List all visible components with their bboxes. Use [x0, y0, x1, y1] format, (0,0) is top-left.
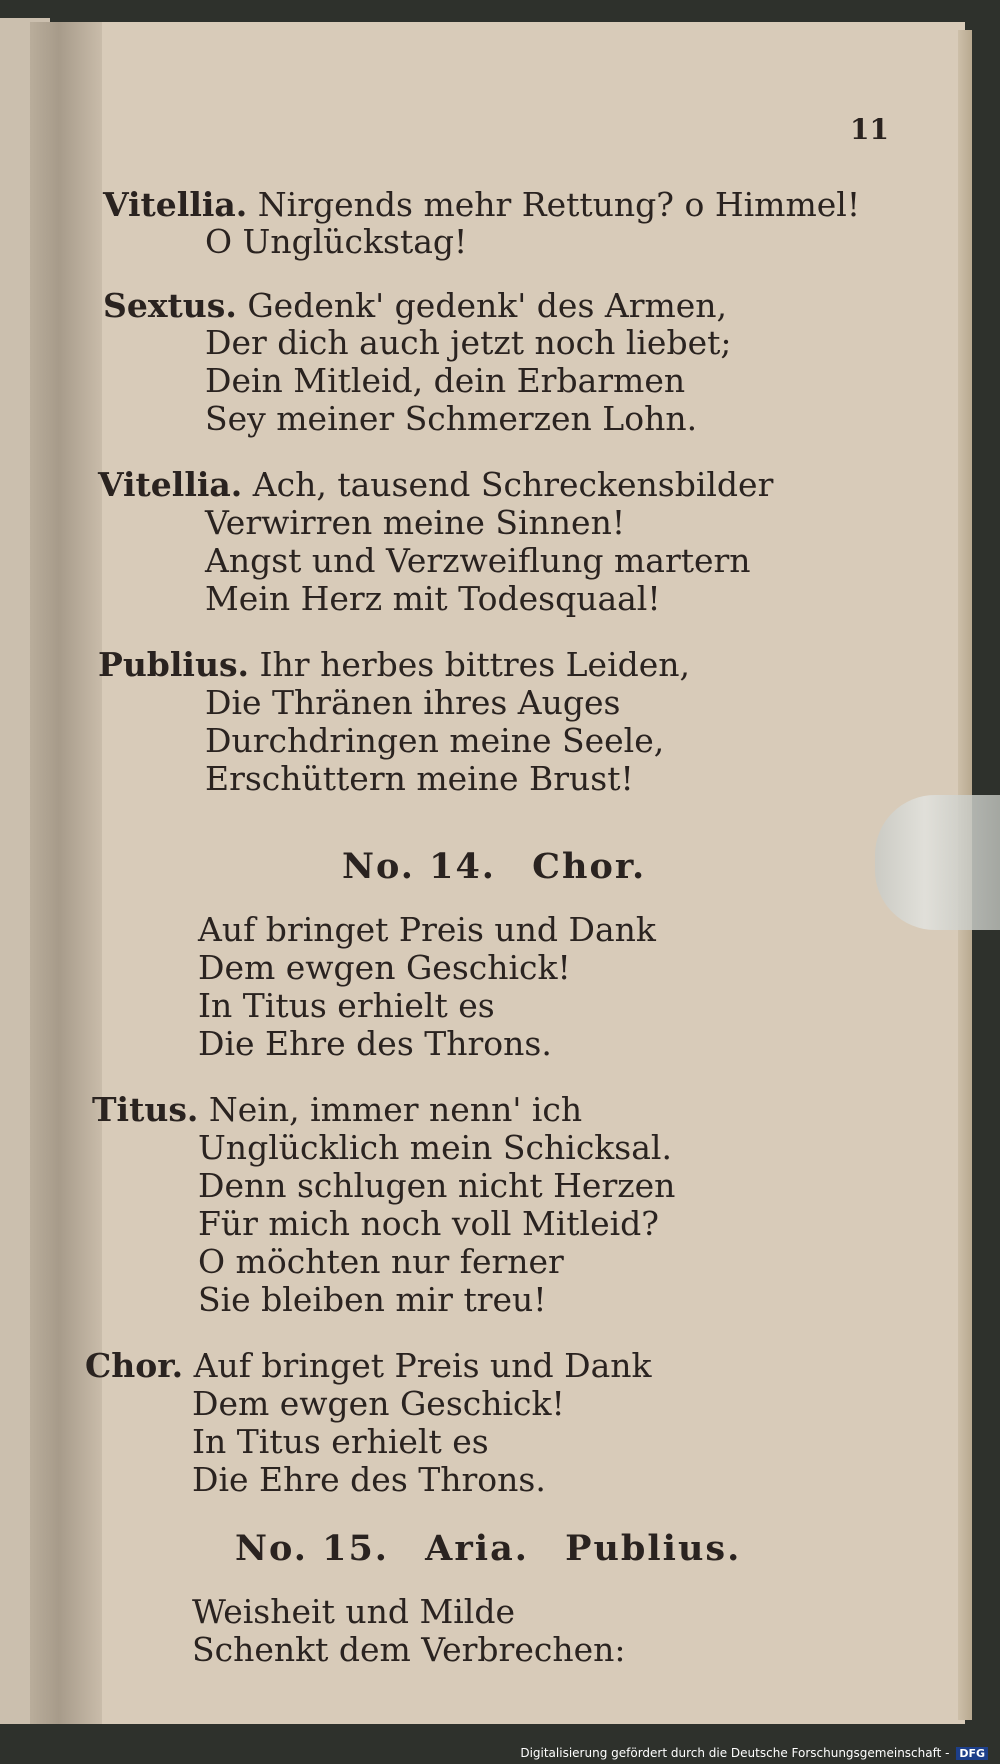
verse-line: Auf bringet Preis und Dank — [198, 910, 656, 949]
verse-text: Nirgends mehr Rettung? o Himmel! — [257, 185, 861, 224]
verse-text: Gedenk' gedenk' des Armen, — [247, 286, 728, 325]
verse-line: Für mich noch voll Mitleid? — [198, 1204, 660, 1243]
speaker-name: Chor. — [85, 1346, 184, 1385]
verse-line: Erschüttern meine Brust! — [205, 759, 634, 798]
verse-line: In Titus erhielt es — [198, 986, 495, 1025]
speaker-name: Vitellia. — [98, 465, 243, 504]
number-heading — [342, 846, 646, 887]
verse-line: Dein Mitleid, dein Erbarmen — [205, 361, 686, 400]
dialogue-line — [98, 465, 773, 505]
verse-text: Auf bringet Preis und Dank — [193, 1346, 652, 1385]
page-number: 11 — [850, 113, 889, 146]
verse-line: Durchdringen meine Seele, — [205, 721, 665, 760]
verse-line: Denn schlugen nicht Herzen — [198, 1166, 676, 1205]
dialogue-line — [103, 286, 727, 326]
verse-text: Ihr herbes bittres Leiden, — [259, 645, 691, 684]
verse-line: Die Ehre des Throns. — [192, 1460, 546, 1499]
verse-line: Die Thränen ihres Auges — [205, 683, 621, 722]
credit-text: Digitalisierung gefördert durch die Deutsche Forschungsgemeinschaft - — [520, 1746, 950, 1760]
speaker-name: Publius. — [98, 645, 250, 684]
verse-text: Nein, immer nenn' ich — [208, 1090, 583, 1129]
digitization-credit — [520, 1746, 988, 1760]
number-title: Chor. — [532, 846, 647, 887]
verse-line: Sie bleiben mir treu! — [198, 1280, 547, 1319]
dialogue-line — [92, 1090, 582, 1130]
dialogue-line — [103, 185, 860, 225]
speaker-name: Vitellia. — [103, 185, 248, 224]
number-label: No. 14. — [342, 846, 496, 887]
verse-line: Angst und Verzweiflung martern — [205, 541, 751, 580]
dialogue-line — [85, 1346, 652, 1386]
dialogue-line — [98, 645, 690, 685]
speaker-name: Sextus. — [103, 286, 237, 325]
number-title: Aria. — [425, 1528, 529, 1569]
verse-line: O möchten nur ferner — [198, 1242, 564, 1281]
verse-line: Verwirren meine Sinnen! — [205, 503, 626, 542]
verse-line: Unglücklich mein Schicksal. — [198, 1128, 672, 1167]
speaker-name: Titus. — [92, 1090, 199, 1129]
verse-line: Der dich auch jetzt noch liebet; — [205, 323, 732, 362]
number-person: Publius. — [565, 1528, 742, 1569]
verse-line: Dem ewgen Geschick! — [198, 948, 571, 987]
verse-line: Dem ewgen Geschick! — [192, 1384, 565, 1423]
verse-line: O Unglückstag! — [205, 222, 468, 261]
verse-text: Ach, tausend Schreckensbilder — [252, 465, 774, 504]
number-heading — [235, 1528, 741, 1569]
verse-line: Weisheit und Milde — [192, 1592, 516, 1631]
number-label: No. 15. — [235, 1528, 389, 1569]
verse-line: Die Ehre des Throns. — [198, 1024, 552, 1063]
verse-line: Schenkt dem Verbrechen: — [192, 1630, 626, 1669]
verse-line: In Titus erhielt es — [192, 1422, 489, 1461]
dfg-logo: DFG — [956, 1747, 988, 1760]
verse-line: Sey meiner Schmerzen Lohn. — [205, 399, 698, 438]
verse-line: Mein Herz mit Todesquaal! — [205, 579, 661, 618]
